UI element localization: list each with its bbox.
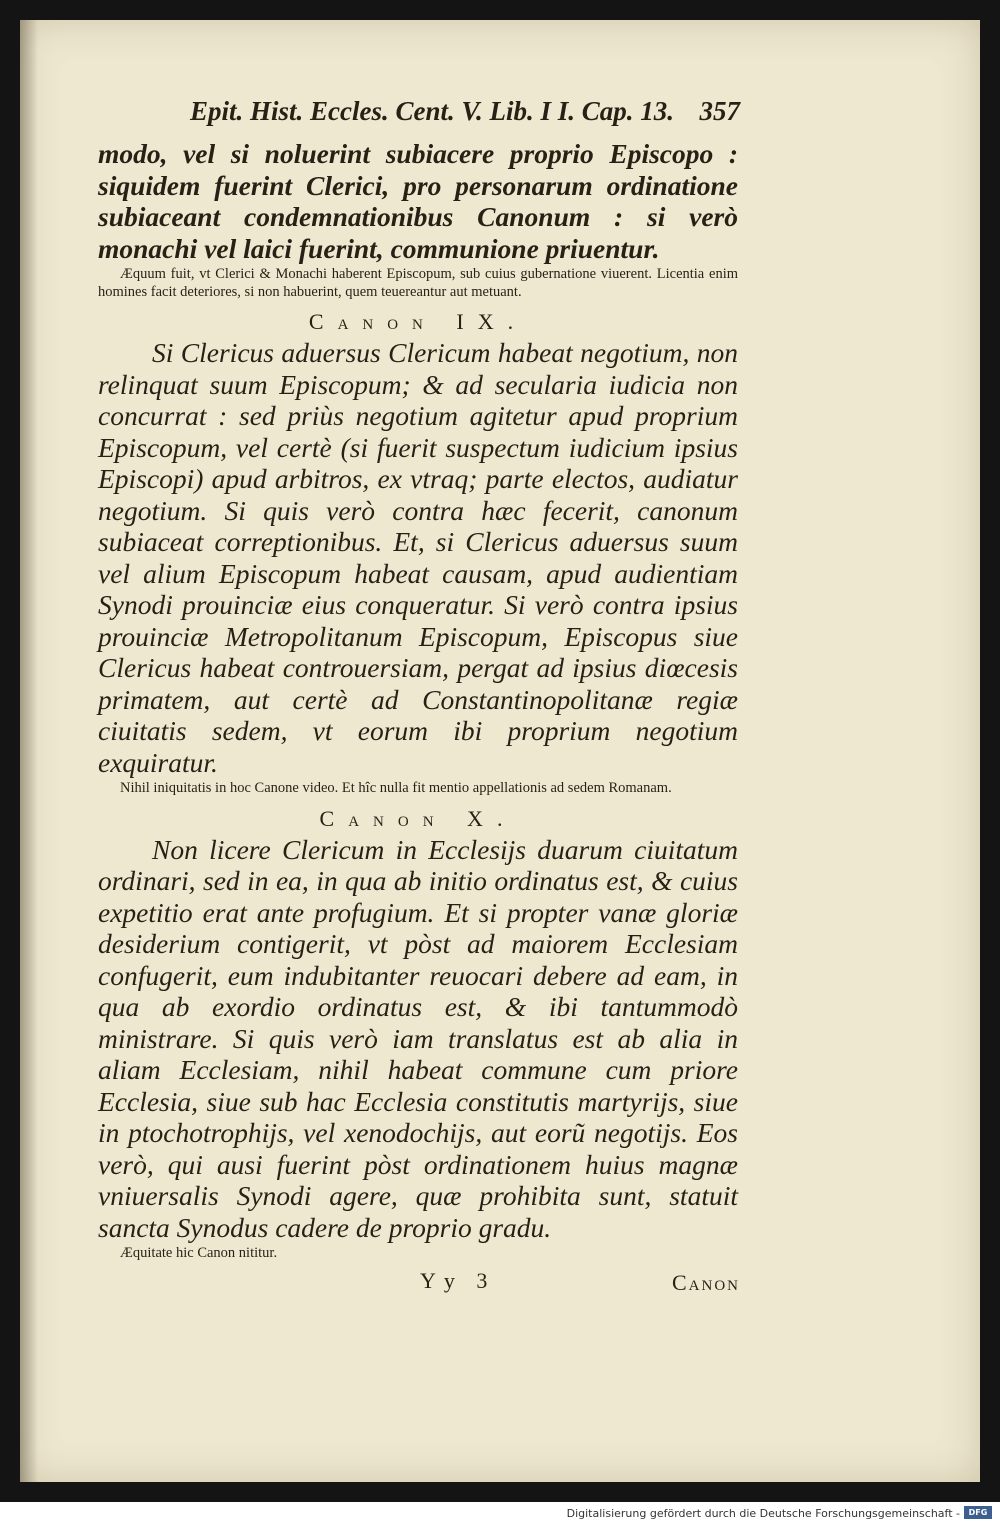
page-number: 357 [699, 96, 740, 126]
canon-ix-text: Si Clericus aduersus Clericum habeat negotium, non relinquat suum Episcopum; & ad secularia iudicia non concurrat : sed priùs negotium agitetur apud proprium Episcopum, vel certè (si fuerit suspectum iudicium ipsius Episcopi) apud arbitros, ex vtraq; parte electos, audiatur negotium. Si quis verò contra hæc fecerit, canonum subiaceat correptionibus. Et, si Clericus aduersus suum vel alium Episcopum habeat causam, apud audientiam Synodi prouinciæ eius conqueratur. Si verò contra ipsius prouinciæ Metropolitanum Episcopum, Episcopus siue Clericus habeat controuersiam, pergat ad ipsius diœcesis primatem, aut certè ad Constantinopolitanæ regiæ ciuitatis sedem, vt eorum ibi proprium negotium exquiratur. [98, 337, 738, 778]
dfg-logo-icon: DFG [964, 1506, 992, 1519]
book-page [20, 20, 980, 1482]
canon-viii-commentary: Æquum fuit, vt Clerici & Monachi haberent Episcopum, sub cuius gubernatione viuerent. Licentia enim homines facit deteriores, si non habuerint, quem teuereantur aut metuant. [98, 266, 738, 300]
canon-x-text: Non licere Clericum in Ecclesijs duarum ciuitatum ordinari, sed in ea, in qua ab initio ordinatus est, & cuius expetitio erat ante profugium. Et si propter vanæ gloriæ desiderium contigerit, vt pòst ad maiorem Ecclesiam confugerit, eum indubitanter reuocari debere ad eam, in qua ab exordio ordinatus est, & ibi tantummodò ministrare. Si quis verò iam translatus est ab alia in aliam Ecclesiam, nihil habeat commune cum priore Ecclesia, siue sub hac Ecclesia constitutis martyrijs, siue in ptochotrophijs, vel xenodochijs, aut eorũ negotijs. Eos verò, qui ausi fuerint pòst ordinationem huius magnæ vniuersalis Synodi agere, quæ prohibita sunt, statuit sancta Synodus cadere de proprio gradu. [98, 833, 738, 1243]
page-header [190, 92, 740, 132]
credit-text: Digitalisierung gefördert durch die Deutsche Forschungsgemeinschaft - [566, 1507, 960, 1520]
running-title: Epit. Hist. Eccles. Cent. V. Lib. I I. Cap. 13. [190, 96, 675, 126]
credit-bar [0, 1502, 1000, 1524]
canon-viii-ending: modo, vel si noluerint subiacere proprio Episcopo : siquidem fuerint Clerici, pro personarum ordinatione subiaceant condemnationibus Canonum : si verò monachi vel laici fuerint, communione priuentur. [98, 138, 738, 264]
canon-x-commentary: Æquitate hic Canon nititur. [120, 1245, 278, 1261]
top-text-block [98, 138, 738, 1263]
canon-x-heading: Canon X. [319, 805, 517, 831]
page-footer [420, 1268, 740, 1302]
canon-ix-heading: Canon IX. [308, 309, 528, 334]
catchword: Canon [671, 1270, 740, 1295]
signature-mark: Yy 3 [420, 1268, 496, 1293]
canon-ix-commentary: Nihil iniquitatis in hoc Canone video. Et hîc nulla fit mentio appellationis ad sedem Romanam. [120, 780, 672, 796]
